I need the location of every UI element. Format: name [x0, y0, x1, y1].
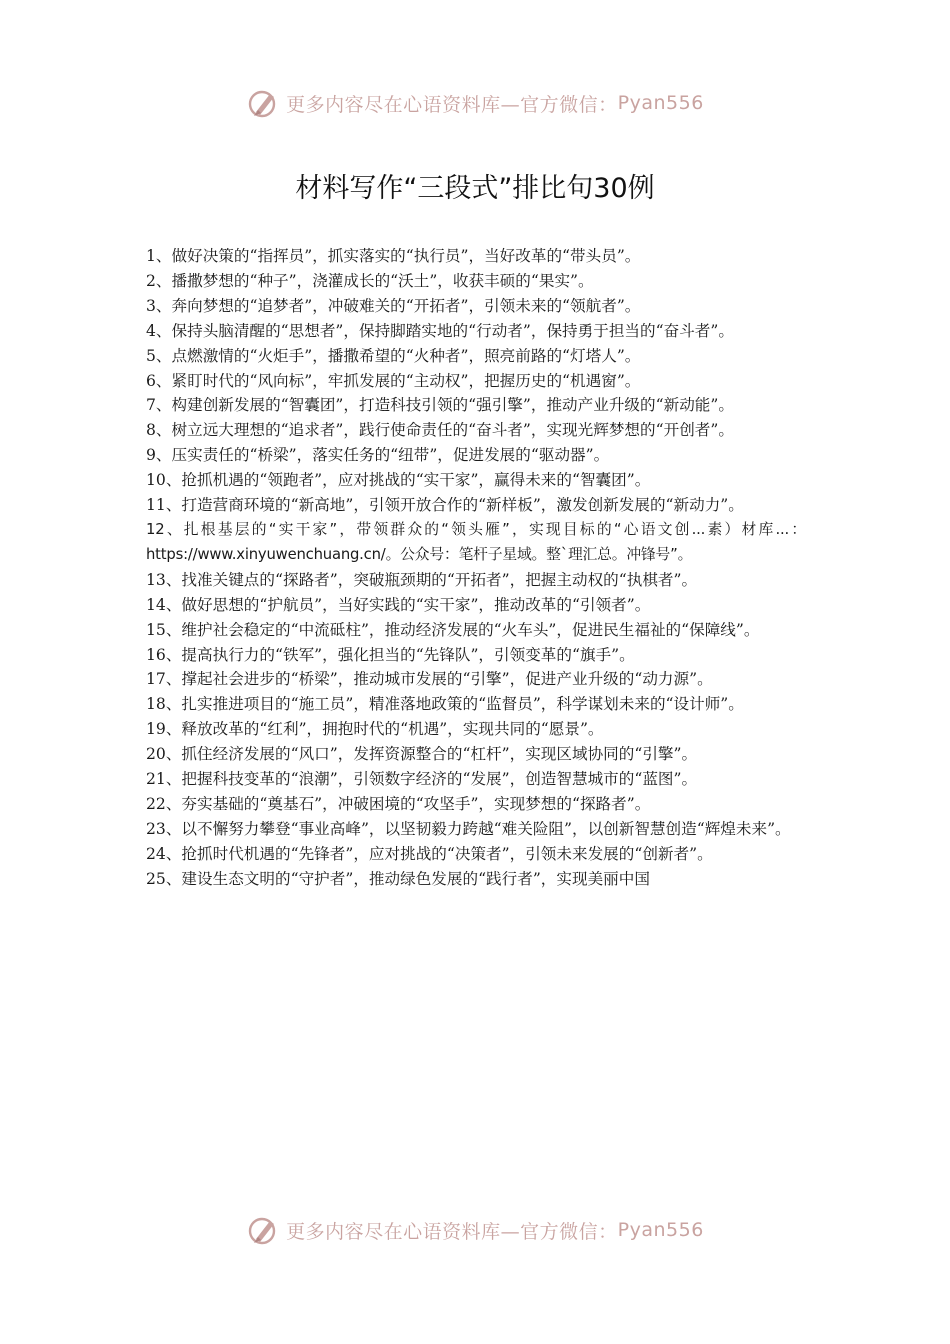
list-item: 23、以不懈努力攀登“事业高峰”，以坚韧毅力跨越“难关险阻”，以创新智慧创造“辉煌未来”。 [146, 819, 791, 838]
footer-watermark-banner [0, 1210, 950, 1250]
pen-nib-circle-icon [246, 1213, 280, 1247]
list-item: 1、做好决策的“指挥员”，抓实落实的“执行员”，当好改革的“带头员”。 [146, 247, 641, 265]
pen-nib-circle-icon [246, 86, 280, 120]
list-item: 14、做好思想的“护航员”，当好实践的“实干家”，推动改革的“引领者”。 [146, 595, 651, 614]
list-item: 10、抢抓机遇的“领跑者”，应对挑战的“实干家”，赢得未来的“智囊团”。 [146, 471, 651, 490]
list-item: 15、维护社会稳定的“中流砥柱”，推动经济发展的“火车头”，促进民生福祉的“保障线”。 [146, 620, 760, 639]
banner-text: 更多内容尽在心语资料库—官方微信： [286, 1220, 618, 1243]
list-item: 5、点燃激情的“火炬手”，播撒希望的“火种者”，照亮前路的“灯塔人”。 [146, 346, 641, 365]
list-item: 9、压实责任的“桥梁”，落实任务的“纽带”，促进发展的“驱动器”。 [146, 446, 610, 465]
list-item: 2、播撒梦想的“种子”，浇灌成长的“沃土”，收获丰硕的“果实”。 [146, 271, 594, 290]
list-item: 17、撑起社会进步的“桥梁”，推动城市发展的“引擎”，促进产业升级的“动力源”。 [146, 670, 713, 689]
banner-text: 更多内容尽在心语资料库—官方微信： [286, 93, 618, 116]
list-item: 25、建设生态文明的“守护者”，推动绿色发展的“践行者”，实现美丽中国 [146, 869, 650, 888]
list-item: 3、奔向梦想的“追梦者”，冲破难关的“开拓者”，引领未来的“领航者”。 [146, 296, 641, 315]
list-item: 20、抓住经济发展的“风口”，发挥资源整合的“杠杆”，实现区域协同的“引擎”。 [146, 745, 698, 764]
list-item: 7、构建创新发展的“智囊团”，打造科技引领的“强引擎”，推动产业升级的“新动能”。 [146, 396, 734, 415]
list-item: 11、打造营商环境的“新高地”，引领开放合作的“新样板”，激发创新发展的“新动力”。 [146, 496, 744, 515]
list-item: 13、找准关键点的“探路者”，突破瓶颈期的“开拓者”，把握主动权的“执棋者”。 [146, 570, 698, 589]
list-item-inserted-ad: 12、扎根基层的“实干家”，带领群众的“领头雁”，实现目标的“心语文创...素）材库...：https://www.xinyuwenchuang.cn/。公众号：笔杆子星域。整`理汇总。冲锋号”。 [146, 520, 806, 563]
banner-wechat-id: Pyan556 [617, 1219, 704, 1241]
list-item: 24、抢抓时代机遇的“先锋者”，应对挑战的“决策者”，引领未来发展的“创新者”。 [146, 844, 713, 863]
header-watermark-banner [0, 83, 950, 123]
list-item: 18、扎实推进项目的“施工员”，精准落地政策的“监督员”，科学谋划未来的“设计师”。 [146, 695, 744, 714]
list-item: 16、提高执行力的“铁军”，强化担当的“先锋队”，引领变革的“旗手”。 [146, 645, 635, 664]
list-item: 4、保持头脑清醒的“思想者”，保持脚踏实地的“行动者”，保持勇于担当的“奋斗者”。 [146, 321, 734, 340]
list-item: 21、把握科技变革的“浪潮”，引领数字经济的“发展”，创造智慧城市的“蓝图”。 [146, 770, 698, 789]
list-item: 6、紧盯时代的“风向标”，牢抓发展的“主动权”，把握历史的“机遇窗”。 [146, 371, 641, 390]
list-item: 8、树立远大理想的“追求者”，践行使命责任的“奋斗者”，实现光辉梦想的“开创者”。 [146, 421, 734, 440]
banner-wechat-id: Pyan556 [617, 92, 704, 114]
list-item: 19、释放改革的“红利”，拥抱时代的“机遇”，实现共同的“愿景”。 [146, 720, 604, 739]
document-title: 材料写作“三段式”排比句30例 [295, 173, 655, 205]
list-item: 22、夯实基础的“奠基石”，冲破困境的“攻坚手”，实现梦想的“探路者”。 [146, 794, 651, 813]
sentence-list [146, 244, 806, 892]
